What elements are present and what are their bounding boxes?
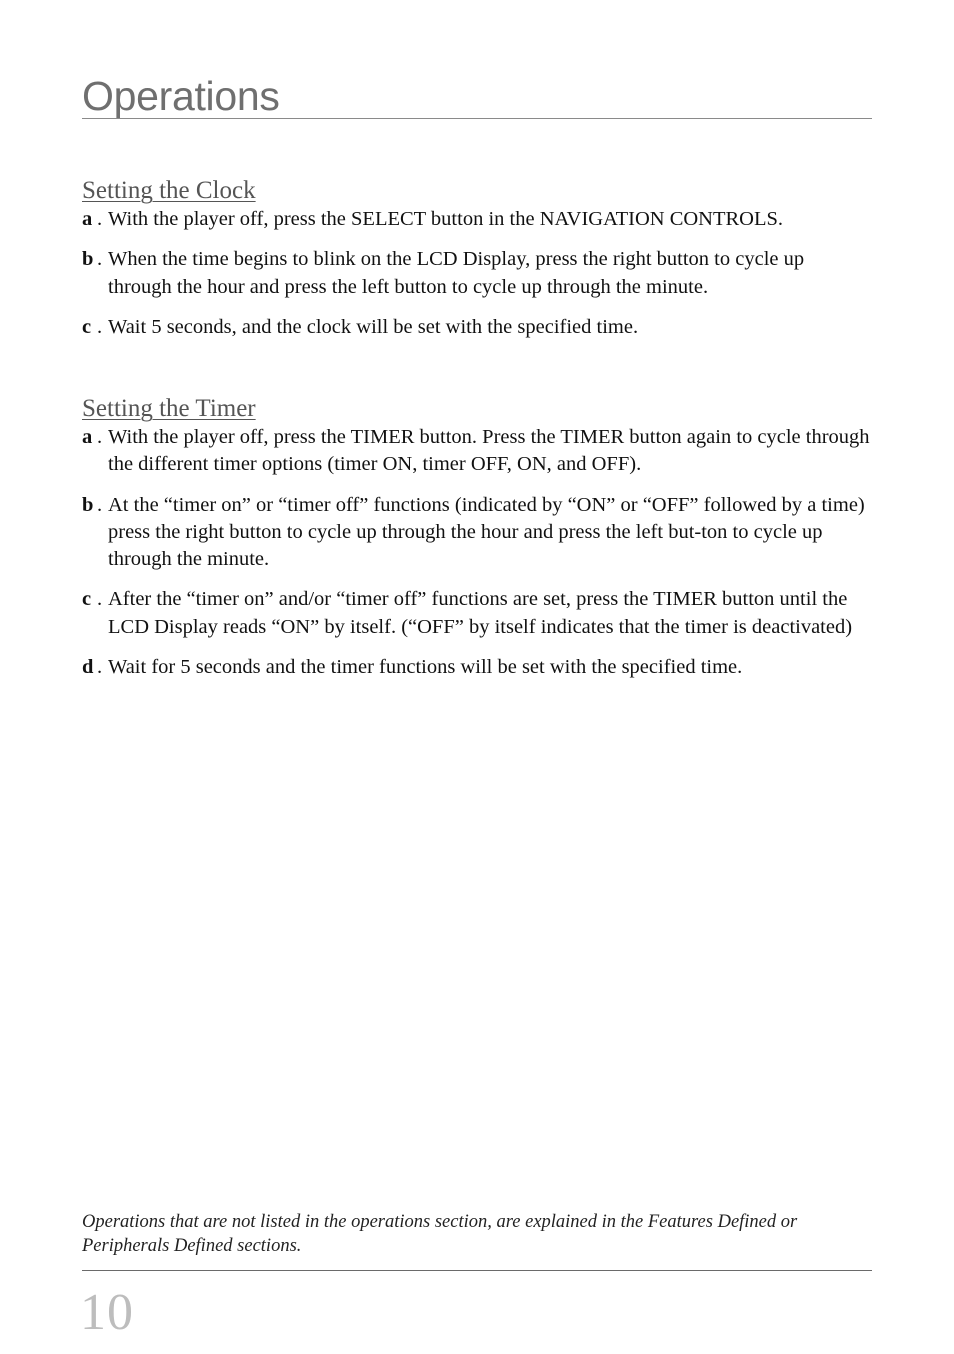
step-text: With the player off, press the TIMER button. Press the TIMER button again to cycle through the different timer options (timer ON, timer OFF, ON, and OFF). xyxy=(108,426,870,476)
step-letter: c xyxy=(82,315,92,338)
step-item: c . Wait 5 seconds, and the clock will be set with the specified time. xyxy=(82,314,872,341)
step-letter: d xyxy=(82,656,94,679)
step-item: c . After the “timer on” and/or “timer off” functions are set, press the TIMER button until the LCD Display reads “ON” by itself. (“OFF” by itself indicates that the timer is deactivated) xyxy=(82,588,853,638)
step-letter: a xyxy=(82,208,93,230)
section-setting-the-clock xyxy=(82,176,872,354)
step-item: d . Wait for 5 seconds and the timer functions will be set with the specified time. xyxy=(82,654,872,681)
step-text: After the “timer on” and/or “timer off” functions are set, press the TIMER button until the LCD Display reads “ON” by itself. (“OFF” by itself indicates that the timer is deactivated) xyxy=(108,588,853,638)
step-letter: b xyxy=(82,248,94,271)
step-text: At the “timer on” or “timer off” functions (indicated by “ON” or “OFF” followed by a time) press the right button to cycle up through the hour and press the left but-ton to cycle up through the minute. xyxy=(108,493,865,571)
step-item: a . With the player off, press the SELECT button in the NAVIGATION CONTROLS. xyxy=(82,206,872,233)
page-title: Operations xyxy=(82,73,280,119)
step-list xyxy=(82,424,872,681)
step-text: With the player off, press the SELECT button in the NAVIGATION CONTROLS. xyxy=(108,208,784,230)
step-letter: a xyxy=(82,426,93,448)
footnote: Operations that are not listed in the operations section, are explained in the Features Defined or Peripherals Defined sections. xyxy=(82,1212,798,1256)
section-setting-the-timer xyxy=(82,394,872,694)
step-item: b . At the “timer on” or “timer off” functions (indicated by “ON” or “OFF” followed by a time) press the right button to cycle up through the hour and press the left but-ton to cycle up through the minute. xyxy=(82,493,865,571)
step-item: a . With the player off, press the TIMER button. Press the TIMER button again to cycle through the different timer options (timer ON, timer OFF, ON, and OFF). xyxy=(82,426,870,476)
step-list xyxy=(82,206,872,341)
footer-divider xyxy=(82,1270,872,1271)
step-letter: c xyxy=(82,588,92,611)
title-divider xyxy=(82,118,872,119)
section-heading: Setting the Clock xyxy=(82,177,256,204)
step-letter: b xyxy=(82,493,94,516)
step-text: When the time begins to blink on the LCD Display, press the right button to cycle up through the hour and press the left button to cycle up through the minute. xyxy=(108,248,805,298)
section-heading: Setting the Timer xyxy=(82,395,256,422)
page-number: 10 xyxy=(80,1284,134,1341)
step-text: Wait 5 seconds, and the clock will be set with the specified time. xyxy=(108,315,639,338)
step-text: Wait for 5 seconds and the timer functions will be set with the specified time. xyxy=(108,656,743,679)
step-item: b . When the time begins to blink on the LCD Display, press the right button to cycle up through the hour and press the left button to cycle up through the minute. xyxy=(82,248,805,298)
